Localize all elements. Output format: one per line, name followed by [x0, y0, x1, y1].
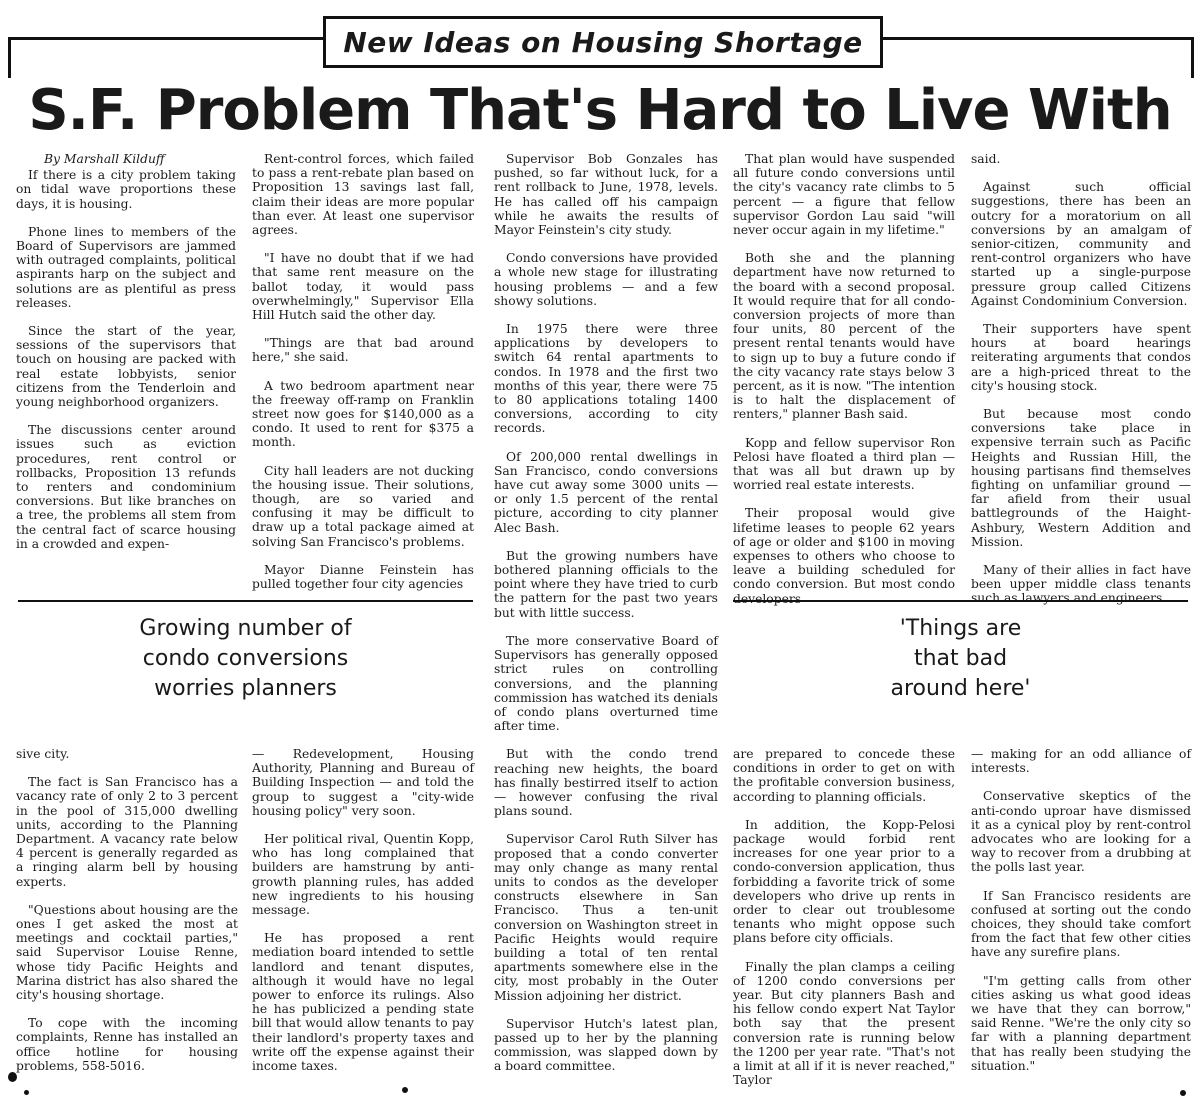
article-column-4-bottom [733, 747, 955, 1092]
pullquote-right [733, 614, 1188, 704]
paragraph: Phone lines to members of the Board of Supervisors are jammed with outraged complaints, political aspirants harp on the subject and solutions are as plentiful as press releases. [16, 224, 236, 310]
ink-speck [1180, 1090, 1186, 1096]
paragraph: To cope with the incoming complaints, Renne has installed an office hotline for housing problems, 558-5016. [16, 1016, 238, 1073]
pullquote-rule-right [733, 600, 1188, 602]
paragraph: Both she and the planning department have now returned to the board with a second proposal. It would require that for all condo-conversion projects of more than four units, 80 percent of the present rental tenants would have to sign up to buy a future condo if the city vacancy rate stays below 3 percent, as it is now. "The intention is to halt the displacement of renters," planner Bash said. [733, 251, 955, 422]
paragraph: Many of their allies in fact have been upper middle class tenants such as lawyers and engineers [971, 563, 1191, 606]
paragraph: But because most condo conversions take place in expensive terrain such as Pacific Heights and Russian Hill, the housing partisans find themselves fighting on unfamiliar ground — far afield from their usual battlegrounds of the Haight-Ashbury, Western Addition and Mission. [971, 407, 1191, 549]
article-column-1-bottom [16, 747, 238, 1092]
pullquote-line: Growing number of [139, 616, 352, 641]
paragraph: The fact is San Francisco has a vacancy rate of only 2 to 3 percent in the pool of 315,000 dwelling units, according to the Planning Department. A vacancy rate below 4 percent is generally regarded as a ringing alarm bell by housing experts. [16, 775, 238, 889]
paragraph: The discussions center around issues such as eviction procedures, rent control or rollbacks, Proposition 13 refunds to renters and condominium conversions. But like branches on a tree, the problems all stem from the central fact of scarce housing in a crowded and expen- [16, 423, 236, 551]
pullquote-line: 'Things are [899, 616, 1022, 641]
paragraph: Supervisor Carol Ruth Silver has proposed that a condo converter may only change as many rental units to condos as the developer constructs elsewhere in San Francisco. Thus a ten-unit conversion on Washington street in Pacific Heights would require building a total of ten rental apartments somewhere else in the city, most probably in the Outer Mission adjoining her district. [494, 832, 718, 1003]
article-column-4 [733, 152, 955, 606]
article-column-5 [971, 152, 1191, 606]
paragraph: The more conservative Board of Supervisors has generally opposed strict rules on controlling conversions, and the planning commission has watched its denials of condo plans overturned time after time. [494, 633, 718, 734]
pullquote-line: that bad [913, 646, 1008, 671]
paragraph: "Questions about housing are the ones I get asked the most at meetings and cocktail parties," said Supervisor Louise Renne, whose tidy Pacific Heights and Marina district has also shared the city's housing shortage. [16, 902, 238, 1003]
byline: By Marshall Kilduff [44, 152, 165, 166]
paragraph: He has proposed a rent mediation board intended to settle landlord and tenant disputes, although it would have no legal power to enforce its rulings. Also he has publicized a pending state bill that would allow tenants to pay their landlord's property taxes and write off the expense against their income taxes. [252, 931, 474, 1074]
paragraph: "I'm getting calls from other cities asking us what good ideas we have that they can borrow," said Renne. "We're the only city so far with a planning department that has really been studying the situation." [971, 973, 1191, 1073]
pullquote-rule-left [18, 600, 473, 602]
frame-rule-left [8, 37, 326, 78]
paragraph: Conservative skeptics of the anti-condo uproar have dismissed it as a cynical ploy by rent-control advocates who are looking for a way to recover from a drubbing at the polls last year. [971, 789, 1191, 875]
paragraph: If San Francisco residents are confused at sorting out the condo choices, they should take comfort from the fact that few other cities have any surefire plans. [971, 888, 1191, 960]
paragraph: A two bedroom apartment near the freeway off-ramp on Franklin street now goes for $140,000 as a condo. It used to rent for $375 a month. [252, 378, 474, 450]
paragraph: — making for an odd alliance of interests. [971, 747, 1191, 776]
ink-speck [402, 1087, 408, 1093]
paragraph: Against such official suggestions, there has been an outcry for a moratorium on all conversions by an amalgam of senior-citizen, community and rent-control organizers who have started up a single-purpose pressure group called Citizens Against Condominium Conversion. [971, 180, 1191, 308]
article-column-1 [16, 152, 236, 582]
paragraph: In addition, the Kopp-Pelosi package would forbid rent increases for one year prior to a condo-conversion application, thus forbidding a favorite trick of some developers who drive up rents in order to clear out troublesome tenants who might oppose such plans before city officials. [733, 817, 955, 946]
paragraph: That plan would have suspended all future condo conversions until the city's vacancy rate climbs to 5 percent — a figure that fellow supervisor Gordon Lau said "will never occur again in my lifetime." [733, 152, 955, 238]
headline: S.F. Problem That's Hard to Live With [28, 78, 1172, 143]
ink-speck [24, 1090, 29, 1095]
paragraph: But with the condo trend reaching new heights, the board has finally bestirred itself to action — however confusing the rival plans sound. [494, 747, 718, 819]
pullquote-line: worries planners [154, 676, 337, 701]
paragraph: Rent-control forces, which failed to pass a rent-rebate plan based on Proposition 13 savings last fall, claim their ideas are more popular than ever. At least one supervisor agrees. [252, 152, 474, 238]
paragraph: Her political rival, Quentin Kopp, who has long complained that builders are hamstrung by anti-growth planning rules, has added new ingredients to his housing message. [252, 832, 474, 918]
paragraph: Kopp and fellow supervisor Ron Pelosi have floated a third plan — that was all but drawn up by worried real estate interests. [733, 435, 955, 493]
paragraph: Their supporters have spent hours at board hearings reiterating arguments that condos are a high-priced threat to the city's housing stock. [971, 322, 1191, 393]
paragraph: City hall leaders are not ducking the housing issue. Their solutions, though, are so varied and confusing it may be difficult to draw up a total package aimed at solving San Francisco's problems. [252, 463, 474, 549]
paragraph: Of 200,000 rental dwellings in San Francisco, condo conversions have cut away some 3000 units — or only 1.5 percent of the rental picture, according to city planner Alec Bash. [494, 449, 718, 535]
paragraph: said. [971, 152, 1001, 166]
paragraph: — Redevelopment, Housing Authority, Planning and Bureau of Building Inspection — and told the group to suggest a "city-wide housing policy" very soon. [252, 747, 474, 818]
pullquote-left [18, 614, 473, 704]
paragraph: Their proposal would give lifetime leases to people 62 years of age or older and $100 in moving expenses to others who choose to leave a building scheduled for condo conversion. But most condo developers [733, 506, 955, 606]
paragraph: Supervisor Hutch's latest plan, passed up to her by the planning commission, was slapped down by a board committee. [494, 1016, 718, 1074]
paragraph: If there is a city problem taking on tidal wave proportions these days, it is housing. [16, 168, 236, 211]
paragraph: sive city. [16, 747, 70, 761]
frame-rule-right [877, 37, 1194, 78]
paragraph: "I have no doubt that if we had that same rent measure on the ballot today, it would pass overwhelmingly," Supervisor Ella Hill Hutch said the other day. [252, 251, 474, 323]
pullquote-line: condo conversions [142, 646, 349, 671]
paragraph: Finally the plan clamps a ceiling of 1200 condo conversions per year. But city planners Bash and his fellow condo expert Nat Taylor both say that the present conversion rate is running below the 1200 per year rate. "That's not a limit at all if it is never reached," Taylor [733, 959, 955, 1088]
paragraph: "Things are that bad around here," she said. [252, 336, 474, 365]
article-column-2-bottom [252, 747, 474, 1092]
paragraph: In 1975 there were three applications by developers to switch 64 rental apartments to condos. In 1978 and the first two months of this year, there were 75 to 80 applications totaling 1400 conversions, according to city records. [494, 322, 718, 436]
article-column-2 [252, 152, 474, 592]
article-column-5-bottom [971, 747, 1191, 1092]
kicker: New Ideas on Housing Shortage [343, 25, 863, 59]
article-column-3 [494, 152, 718, 1072]
pullquote-line: around here' [890, 676, 1031, 701]
kicker-box [323, 16, 883, 68]
paragraph: Mayor Dianne Feinstein has pulled together four city agencies [252, 562, 474, 592]
paragraph: But the growing numbers have bothered planning officials to the point where they have tried to curb the pattern for the past two years but with little success. [494, 548, 718, 620]
paragraph: are prepared to concede these conditions in order to get on with the profitable conversion business, according to planning officials. [733, 747, 955, 804]
paragraph: Since the start of the year, sessions of the supervisors that touch on housing are packed with real estate lobbyists, senior citizens from the Tenderloin and young neighborhood organizers. [16, 324, 236, 410]
paragraph: Supervisor Bob Gonzales has pushed, so far without luck, for a rent rollback to June, 1978, levels. He has called off his campaign while he awaits the results of Mayor Feinstein's city study. [494, 152, 718, 238]
ink-speck [8, 1072, 17, 1082]
paragraph: Condo conversions have provided a whole new stage for illustrating housing problems — and a few showy solutions. [494, 251, 718, 308]
